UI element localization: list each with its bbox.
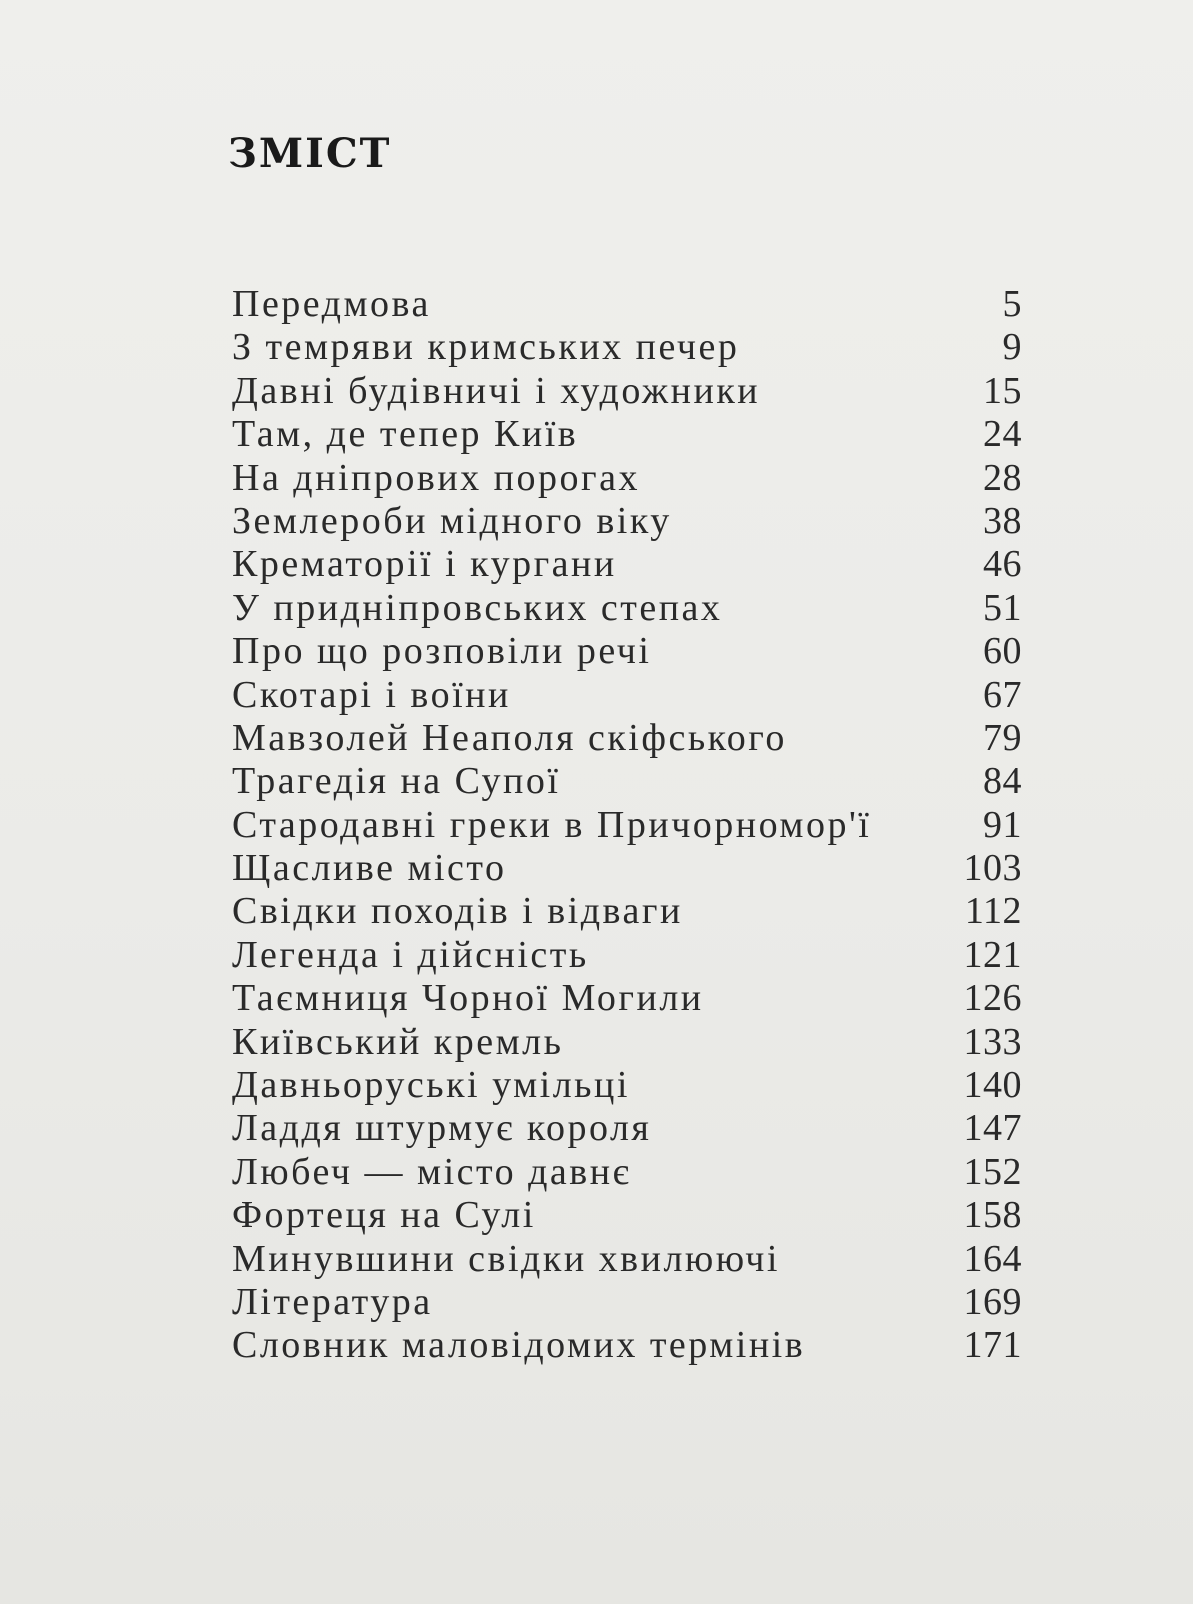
toc-entry (232, 1193, 1022, 1236)
toc-entry-page: 126 (963, 977, 1022, 1020)
toc-entry-title: Стародавні греки в Причорномор'ї (232, 803, 872, 846)
toc-entry-title: Любеч — місто давнє (232, 1150, 632, 1193)
table-of-contents (232, 282, 1022, 1367)
toc-entry-title: Література (232, 1280, 433, 1323)
toc-entry-page: 24 (983, 413, 1022, 456)
toc-entry-title: Там, де тепер Київ (232, 413, 579, 456)
toc-entry-title: Словник маловідомих термінів (232, 1324, 806, 1367)
toc-entry-page: 103 (963, 847, 1022, 890)
toc-entry (232, 803, 1022, 846)
toc-entry-page: 60 (983, 630, 1022, 673)
toc-entry (232, 369, 1022, 412)
toc-entry (232, 629, 1022, 672)
toc-entry-title: Скотарі і воїни (232, 673, 511, 716)
toc-entry-title: Таємниця Чорної Могили (232, 977, 704, 1020)
toc-entry (232, 325, 1022, 368)
toc-entry-page: 28 (983, 456, 1022, 499)
toc-entry (232, 1020, 1022, 1063)
toc-entry-page: 152 (963, 1150, 1022, 1193)
toc-entry-title: Минувшини свідки хвилюючі (232, 1237, 780, 1280)
toc-entry-title: Мавзолей Неаполя скіфського (232, 716, 787, 759)
toc-entry-page: 140 (963, 1064, 1022, 1107)
toc-entry-page: 79 (983, 716, 1022, 759)
toc-entry-title: Давньоруські умільці (232, 1064, 630, 1107)
toc-entry-title: Давні будівничі і художники (232, 369, 761, 412)
toc-entry (232, 1237, 1022, 1280)
toc-entry-title: Щасливе місто (232, 847, 507, 890)
toc-entry (232, 889, 1022, 932)
toc-entry (232, 1150, 1022, 1193)
toc-entry (232, 499, 1022, 542)
toc-entry-title: Трагедія на Супої (232, 760, 561, 803)
toc-entry (232, 542, 1022, 585)
toc-entry-page: 171 (963, 1324, 1022, 1367)
toc-entry-page: 91 (983, 803, 1022, 846)
toc-entry-page: 147 (963, 1107, 1022, 1150)
toc-entry-page: 46 (983, 543, 1022, 586)
toc-entry (232, 412, 1022, 455)
toc-entry (232, 716, 1022, 759)
toc-entry-page: 121 (963, 933, 1022, 976)
toc-entry-title: Землероби мідного віку (232, 499, 672, 542)
toc-entry-page: 38 (983, 499, 1022, 542)
toc-entry-page: 84 (983, 760, 1022, 803)
toc-entry-page: 164 (963, 1237, 1022, 1280)
toc-entry-page: 9 (1002, 326, 1022, 369)
toc-entry (232, 1280, 1022, 1323)
toc-entry (232, 1323, 1022, 1366)
toc-entry-page: 169 (963, 1280, 1022, 1323)
toc-entry (232, 1063, 1022, 1106)
toc-entry (232, 976, 1022, 1019)
toc-entry (232, 1106, 1022, 1149)
toc-entry-page: 158 (963, 1194, 1022, 1237)
toc-entry-title: З темряви кримських печер (232, 326, 740, 369)
toc-entry (232, 673, 1022, 716)
toc-entry (232, 759, 1022, 802)
toc-entry-title: У придніпровських степах (232, 586, 723, 629)
toc-entry-page: 133 (963, 1020, 1022, 1063)
toc-entry (232, 933, 1022, 976)
toc-entry-title: Фортеця на Сулі (232, 1194, 536, 1237)
toc-entry-title: Київський кремль (232, 1020, 564, 1063)
toc-entry (232, 282, 1022, 325)
toc-entry (232, 846, 1022, 889)
toc-entry-page: 51 (983, 586, 1022, 629)
toc-entry-page: 67 (983, 673, 1022, 716)
toc-entry-title: Ладдя штурмує короля (232, 1107, 652, 1150)
toc-entry-page: 112 (964, 890, 1022, 933)
toc-entry-page: 5 (1002, 283, 1022, 325)
toc-entry-title: Крематорії і кургани (232, 543, 617, 586)
toc-entry (232, 456, 1022, 499)
toc-entry-title: Передмова (232, 283, 431, 325)
toc-entry-page: 15 (983, 369, 1022, 412)
toc-entry-title: На дніпрових порогах (232, 456, 640, 499)
toc-entry (232, 586, 1022, 629)
page-title: ЗМІСТ (228, 130, 392, 177)
toc-entry-title: Легенда і дійсність (232, 933, 589, 976)
toc-entry-title: Свідки походів і відваги (232, 890, 683, 933)
toc-entry-title: Про що розповіли речі (232, 630, 652, 673)
